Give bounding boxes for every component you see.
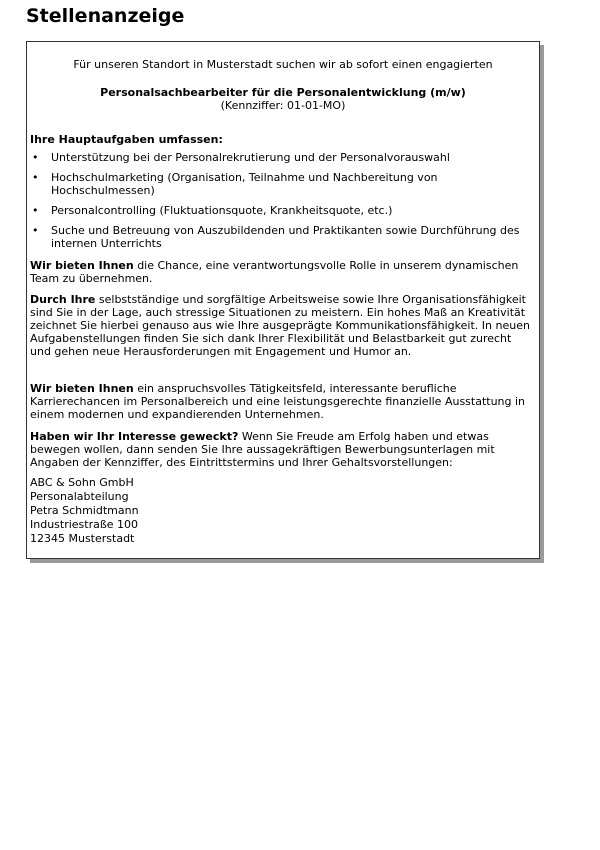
offer-paragraph [30,259,535,285]
contact-address [30,476,139,546]
address-street: Industriestraße 100 [30,518,139,531]
task-text: Personalcontrolling (Fluktuationsquote, Krankheitsquote, etc.) [51,204,393,217]
address-city: 12345 Musterstadt [30,532,135,545]
task-item [30,224,530,250]
tasks-heading: Ihre Hauptaufgaben umfassen: [30,133,223,146]
bullet-icon: • [32,151,39,164]
address-department: Personalabteilung [30,490,129,503]
profile-paragraph [30,293,535,358]
task-text: Suche und Betreuung von Auszubildenden und Praktikanten sowie Durchführung des internen Unterrichts [51,224,520,250]
paragraph-lead: Durch Ihre [30,293,96,306]
job-ad-box [26,41,540,559]
ad-intro: Für unseren Standort in Musterstadt suchen wir ab sofort einen engagierten [73,58,493,71]
paragraph-text: die Chance, eine verantwortungsvolle Rolle in unserem dynamischen Team zu übernehmen. [30,259,519,285]
task-item [30,204,530,217]
application-paragraph [30,430,535,469]
bullet-icon: • [32,171,39,184]
address-company: ABC & Sohn GmbH [30,476,134,489]
bullet-icon: • [32,204,39,217]
paragraph-lead: Haben wir Ihr Interesse geweckt? [30,430,239,443]
job-title: Personalsachbearbeiter für die Personalentwicklung (m/w) [100,86,466,99]
task-item [30,151,530,164]
bullet-icon: • [32,224,39,237]
task-text: Unterstützung bei der Personalrekrutierung und der Personalvorauswahl [51,151,450,164]
page-title: Stellenanzeige [26,5,185,27]
job-reference: (Kennziffer: 01-01-MO) [220,99,346,112]
task-text: Hochschulmarketing (Organisation, Teilnahme und Nachbereitung von Hochschulmessen) [51,171,438,197]
task-item [30,171,530,197]
paragraph-lead: Wir bieten Ihnen [30,382,134,395]
task-list [30,151,530,257]
paragraph-lead: Wir bieten Ihnen [30,259,134,272]
paragraph-text: ein anspruchsvolles Tätigkeitsfeld, interessante berufliche Karrierechancen im Personalbereich und eine leistungsgerechte finanzielle Ausstattung in einem modernen und expandierenden Unternehmen. [30,382,526,421]
benefits-paragraph [30,382,535,421]
address-contact-person: Petra Schmidtmann [30,504,139,517]
paragraph-text: Wenn Sie Freude am Erfolg haben und etwas bewegen wollen, dann senden Sie Ihre aussagekräftigen Bewerbungsunterlagen mit Angaben der Kennziffer, des Eintrittstermins und Ihrer Gehaltsvorstellungen: [30,430,495,469]
paragraph-text: selbstständige und sorgfältige Arbeitsweise sowie Ihre Organisationsfähigkeit sind Sie in der Lage, auch stressige Situationen zu meistern. Ein hohes Maß an Kreativität zeichnet Sie hierbei genauso aus wie Ihre ausgeprägte Kommunikationsfähigkeit. In neuen Aufgabenstellungen finden Sie sich dank Ihrer Flexibilität und Belastbarkeit gut zurecht und gehen neue Herausforderungen mit Engagement und Humor an. [30,293,530,358]
